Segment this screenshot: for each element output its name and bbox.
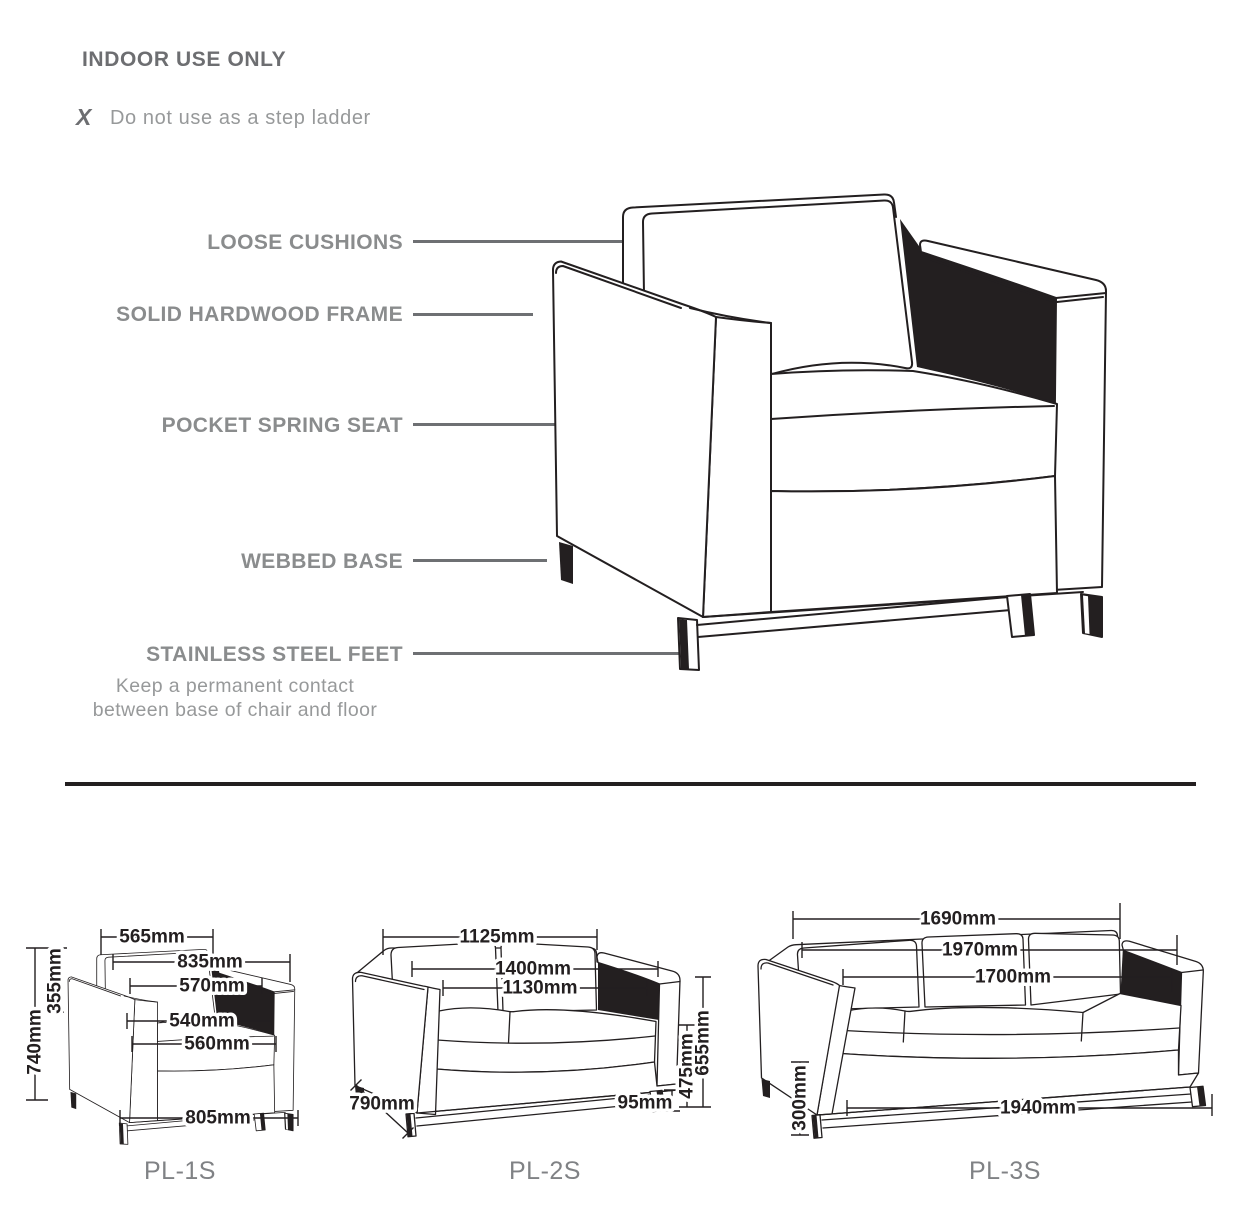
dim-label: 835mm: [177, 951, 243, 973]
model-caption-pl-1s: PL-1S: [144, 1157, 216, 1185]
dim-label: 805mm: [185, 1107, 251, 1129]
warning-text: Do not use as a step ladder: [110, 107, 371, 129]
dim-label: 740mm: [24, 1009, 46, 1075]
dim-label: 1940mm: [999, 1097, 1077, 1119]
pl-2s-diagram: [340, 900, 740, 1152]
feet-note: Keep a permanent contact between base of chair and floor: [92, 675, 378, 721]
callout-loose-cushions: LOOSE CUSHIONS: [207, 231, 403, 254]
dim-label: 1130mm: [502, 977, 578, 999]
dim-label: 540mm: [169, 1010, 235, 1032]
callout-line-webbed-base: [413, 559, 547, 562]
dim-label: 1970mm: [941, 939, 1019, 961]
dim-label: 1125mm: [459, 926, 535, 948]
dim-label: 790mm: [349, 1093, 415, 1115]
page-title: INDOOR USE ONLY: [82, 48, 287, 71]
dim-label: 560mm: [184, 1033, 250, 1055]
dim-label: 1400mm: [494, 958, 572, 980]
callout-stainless-feet: STAINLESS STEEL FEET: [146, 643, 403, 666]
dim-label: 300mm: [789, 1065, 811, 1131]
dim-label: 570mm: [179, 975, 245, 997]
dim-label: 565mm: [119, 926, 185, 948]
dim-label: 475mm: [676, 1033, 698, 1099]
cross-icon: X: [76, 104, 92, 130]
callout-pocket-spring-seat: POCKET SPRING SEAT: [161, 414, 403, 437]
callout-webbed-base: WEBBED BASE: [241, 550, 403, 573]
section-divider: [65, 782, 1196, 786]
callout-line-hardwood-frame: [413, 313, 533, 316]
dim-label: 1690mm: [919, 908, 997, 930]
dim-label: 95mm: [617, 1092, 673, 1114]
armchair-illustration: [540, 185, 1140, 775]
dim-label: 655mm: [692, 1010, 714, 1076]
pl-1s-diagram: [22, 912, 337, 1160]
dim-label: 1700mm: [974, 966, 1052, 988]
model-caption-pl-2s: PL-2S: [509, 1157, 581, 1185]
callout-hardwood-frame: SOLID HARDWOOD FRAME: [116, 303, 403, 326]
model-caption-pl-3s: PL-3S: [969, 1157, 1041, 1185]
pl-3s-diagram: [735, 895, 1255, 1157]
dim-label: 355mm: [44, 948, 66, 1014]
